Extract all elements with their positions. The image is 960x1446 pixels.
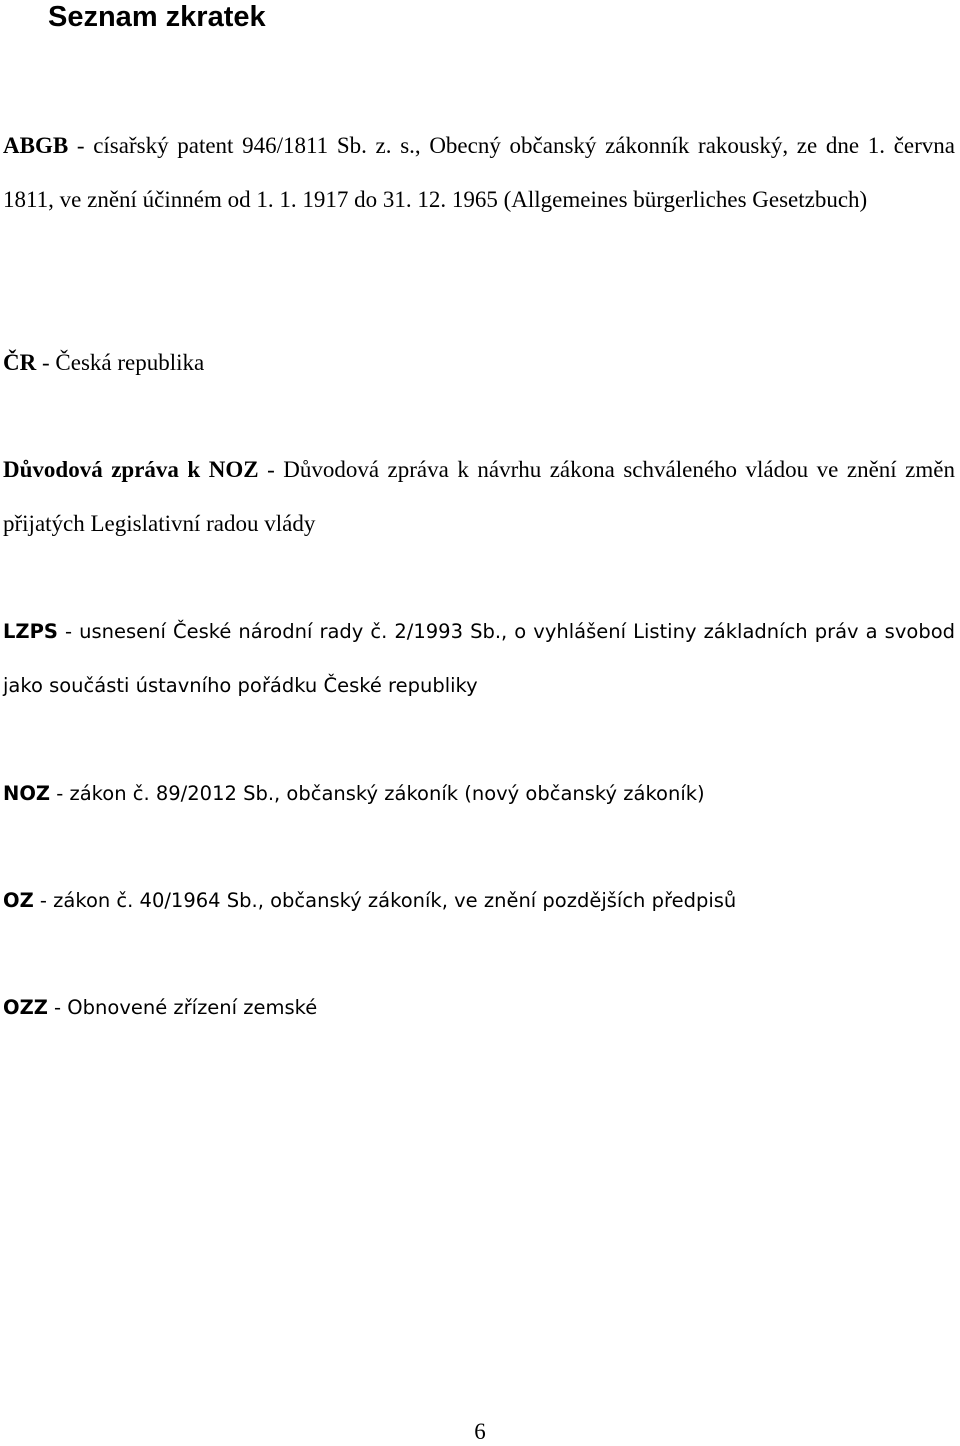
abbreviation-separator: - [258,457,284,482]
abbreviation-separator: - [36,350,56,375]
abbreviation-definition: Česká republika [55,350,205,375]
abbreviation-term: NOZ [3,782,51,805]
abbreviation-definition: Důvodová zpráva k návrhu zákona schváleného vládou ve znění změn přijatých Legislativní radou vlády [3,457,955,536]
abbreviation-term: ČR [3,350,37,375]
abbreviation-term: Důvodová zpráva k NOZ [3,457,259,482]
abbreviation-entry-lzps [3,605,955,713]
page-title: Seznam zkratek [48,1,266,33]
abbreviation-definition: císařský patent 946/1811 Sb. z. s., Obecný občanský zákonník rakouský, ze dne 1. června 1811, ve znění účinném od 1. 1. 1917 do 31. 12. 1965 (Allgemeines bürgerliches Gesetzbuch) [3,133,955,212]
abbreviation-separator: - [68,133,94,158]
abbreviation-definition: Obnovené zřízení zemské [67,996,318,1019]
abbreviation-term: ABGB [3,133,69,158]
abbreviation-separator: - [50,782,70,805]
abbreviation-separator: - [57,620,80,643]
abbreviation-separator: - [47,996,68,1019]
abbreviation-entry-noz [3,767,955,821]
abbreviation-definition: usnesení České národní rady č. 2/1993 Sb., o vyhlášení Listiny základních práv a svobod jako součásti ústavního pořádku České republiky [3,620,955,697]
page-number: 6 [474,1419,486,1444]
abbreviation-term: LZPS [3,620,58,643]
abbreviation-entry-ozz [3,981,955,1035]
abbreviation-entry-duvodova-zprava [3,443,955,551]
abbreviation-entry-oz [3,874,955,928]
abbreviation-separator: - [33,889,54,912]
abbreviation-definition: zákon č. 40/1964 Sb., občanský zákoník, ve znění pozdějších předpisů [53,889,737,912]
abbreviation-entry-abgb [3,119,955,227]
abbreviation-entry-cr [3,336,955,390]
abbreviation-definition: zákon č. 89/2012 Sb., občanský zákoník (nový občanský zákoník) [69,782,705,805]
abbreviation-term: OZ [3,889,34,912]
abbreviation-term: OZZ [3,996,48,1019]
